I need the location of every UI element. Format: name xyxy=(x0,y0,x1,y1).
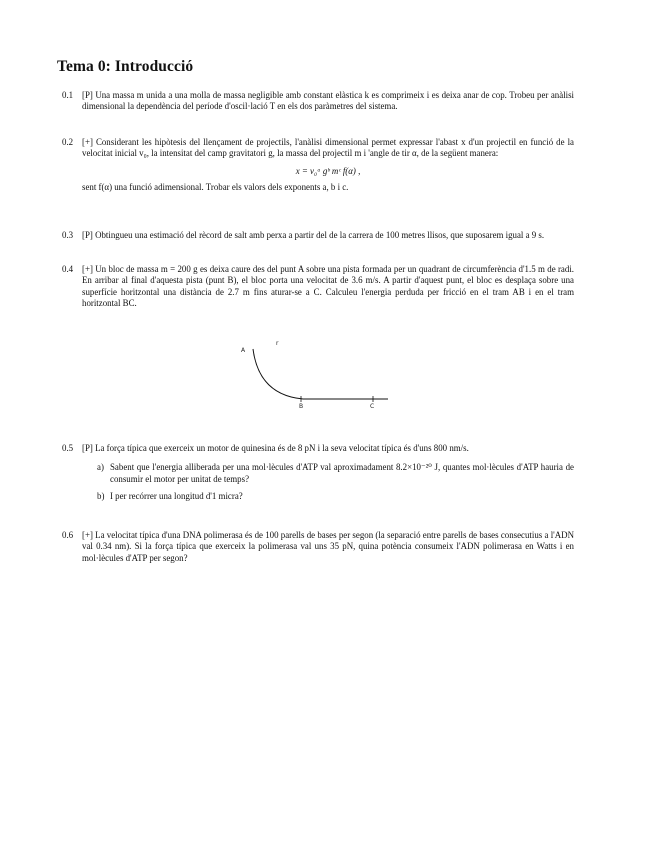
track-figure xyxy=(233,337,393,417)
subquestion-a xyxy=(97,462,574,485)
problem-0-2 xyxy=(62,137,574,193)
page-title: Tema 0: Introducció xyxy=(57,58,194,75)
subquestion-text: I per recórrer una longitud d'1 micra? xyxy=(110,490,243,501)
formula: x = v₀ᵃ gᵇ mᶜ f(α) , xyxy=(295,165,361,176)
problem-text: [P] Una massa m unida a una molla de massa negligible amb constant elàstica k es comprimeix i es deixa anar de cop. Trobeu per anàlisi dimensional la dependència del període d'oscil·lació T en els dos paràmetres del sistema. xyxy=(82,90,574,112)
problem-0-6 xyxy=(62,530,574,564)
problem-text: [+] Considerant les hipòtesis del llençament de projectils, l'anàlisi dimensional permet expressar l'abast x d'un projectil en funció de la velocitat inicial v₀, la intensitat del camp gravitatori g, la massa del projectil m i 'angle de tir α, de la següent manera: xyxy=(82,137,574,159)
problem-text-after: sent f(α) una funció adimensional. Trobar els valors dels exponents a, b i c. xyxy=(82,181,349,192)
problem-text: [+] La velocitat típica d'una DNA polimerasa és de 100 parells de bases per segon (la separació entre parells de bases consecutius a l'ADN val 0.34 nm). Si la força típica que exerceix la polimerasa val uns 35 pN, quina potència consumeix l'ADN polimerasa en Watts i en mol·lècules d'ATP per segon? xyxy=(82,530,574,563)
problem-0-4 xyxy=(62,264,574,309)
problem-number: 0.2 xyxy=(62,137,74,147)
subquestion-label: a) xyxy=(97,462,104,473)
problem-text: [+] Un bloc de massa m = 200 g es deixa caure des del punt A sobre una pista formada per un quadrant de circumferència d'1.5 m de radi. En arribar al final d'aquesta pista (punt B), el bloc porta una velocitat de 3.6 m/s. A partir d'aquest punt, el bloc es desplaça sobre una superfície horitzontal una distància de 2.7 m fins aturar-se a C. Calculeu l'energia perduda per fricció en el tram AB i en el tram horitzontal BC. xyxy=(82,264,574,308)
problem-number: 0.1 xyxy=(62,90,74,100)
label-b: B xyxy=(299,403,304,410)
label-r: r xyxy=(276,340,279,347)
problem-number: 0.3 xyxy=(62,230,74,240)
problem-0-1 xyxy=(62,90,574,113)
subquestion-label: b) xyxy=(97,490,105,501)
problem-number: 0.6 xyxy=(62,530,74,540)
problem-text: [P] La força típica que exerceix un motor de quinesina és de 8 pN i la seva velocitat típica és d'uns 800 nm/s. xyxy=(82,443,469,453)
problem-number: 0.5 xyxy=(62,443,74,453)
subquestion-text: Sabent que l'energia alliberada per una mol·lècules d'ATP val aproximadament 8.2×10⁻²⁰ J, quantes mol·lècules d'ATP hauria de consumir el motor per unitat de temps? xyxy=(110,462,574,484)
track-diagram xyxy=(233,337,393,417)
problem-text: [P] Obtingueu una estimació del rècord de salt amb perxa a partir del de la carrera de 100 metres llisos, que suposarem igual a 9 s. xyxy=(82,230,545,240)
label-a: A xyxy=(241,347,246,354)
label-c: C xyxy=(370,403,375,410)
problem-0-3 xyxy=(62,230,574,241)
problem-number: 0.4 xyxy=(62,264,74,274)
problem-0-5 xyxy=(62,443,574,502)
subquestion-b xyxy=(97,490,574,502)
quarter-circle-track xyxy=(253,349,303,399)
